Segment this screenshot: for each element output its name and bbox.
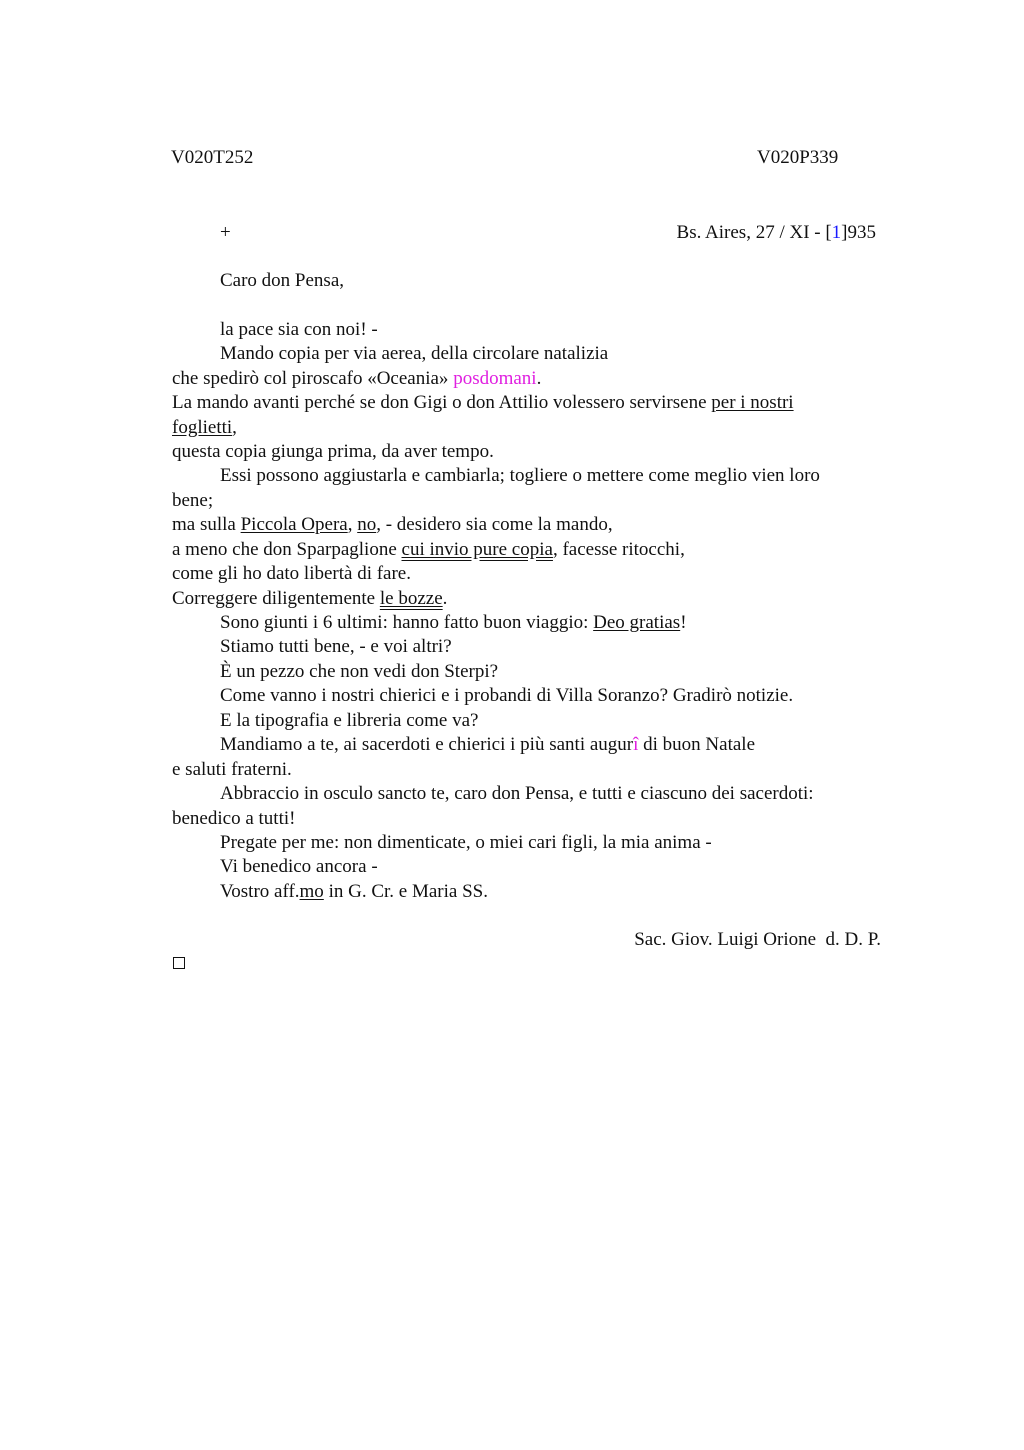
signature: Sac. Giov. Luigi Orione d. D. P. — [634, 929, 881, 950]
place-date — [677, 221, 876, 245]
text-span: . — [442, 588, 448, 609]
letter-line — [220, 733, 755, 757]
underlined-text: mo — [299, 881, 324, 902]
text-span: ! — [680, 612, 687, 633]
text-span: ma sulla — [172, 514, 241, 535]
letter-line: Vi benedico ancora - — [220, 856, 378, 877]
highlighted-char: î — [633, 734, 639, 755]
letter-line — [172, 367, 541, 391]
place-date-prefix: Bs. Aires, 27 / XI - [ — [676, 222, 832, 243]
text-span: in G. Cr. e Maria SS. — [323, 881, 488, 902]
text-span: Vostro aff. — [220, 881, 300, 902]
text-span: a meno che don Sparpaglione — [172, 539, 402, 560]
text-span: , — [232, 417, 237, 438]
date-year-suffix: ]935 — [841, 222, 876, 243]
underlined-text: Piccola Opera — [240, 514, 348, 535]
underlined-text: no — [357, 514, 377, 535]
text-span: , - desidero sia come la mando, — [376, 514, 613, 535]
letter-line: Stiamo tutti bene, - e voi altri? — [220, 636, 452, 657]
letter-line: come gli ho dato libertà di fare. — [172, 563, 411, 584]
letter-line — [172, 538, 685, 562]
letter-line: questa copia giunga prima, da aver tempo. — [172, 441, 494, 462]
letter-line: E la tipografia e libreria come va? — [220, 710, 479, 731]
letter-line — [220, 611, 687, 635]
letter-line: È un pezzo che non vedi don Sterpi? — [220, 661, 499, 682]
text-span: , facesse ritocchi, — [552, 539, 685, 560]
date-bracket-digit: 1 — [831, 222, 842, 243]
salutation: Caro don Pensa, — [220, 270, 345, 291]
letter-line: Abbraccio in osculo sancto te, caro don Pensa, e tutti e ciascuno dei sacerdoti: — [220, 783, 814, 804]
text-span: Mandiamo a te, ai sacerdoti e chierici i più santi augur — [220, 734, 634, 755]
letter-line — [172, 587, 447, 611]
text-span: . — [536, 368, 542, 389]
letter-line: benedico a tutti! — [172, 808, 296, 829]
double-underlined-text: le bozze — [379, 588, 443, 609]
underlined-text: Deo gratias — [593, 612, 681, 633]
letter-line — [172, 416, 237, 440]
underlined-text: foglietti — [172, 417, 233, 438]
letter-line: e saluti fraterni. — [172, 759, 292, 780]
text-span: , — [347, 514, 358, 535]
letter-line — [172, 391, 794, 415]
text-span: Correggere diligentemente — [172, 588, 380, 609]
letter-line: Come vanno i nostri chierici e i probandi di Villa Soranzo? Gradirò notizie. — [220, 685, 794, 706]
letter-line: Essi possono aggiustarla e cambiarla; togliere o mettere come meglio vien loro — [220, 465, 820, 486]
letter-line — [220, 880, 488, 904]
letter-line: Pregate per me: non dimenticate, o miei cari figli, la mia anima - — [220, 832, 712, 853]
text-span: di buon Natale — [638, 734, 755, 755]
end-of-document-box-icon — [173, 957, 185, 969]
letter-line: bene; — [172, 490, 214, 511]
document-code-left: V020T252 — [171, 147, 254, 168]
double-underlined-text: cui invio pure copia — [401, 539, 553, 560]
underlined-text: per i nostri — [711, 392, 794, 413]
text-span: Sono giunti i 6 ultimi: hanno fatto buon viaggio: — [220, 612, 594, 633]
text-span: che spedirò col piroscafo «Oceania» — [172, 368, 454, 389]
cross-mark: + — [220, 222, 231, 243]
letter-line: Mando copia per via aerea, della circolare natalizia — [220, 343, 609, 364]
letter-line: la pace sia con noi! - — [220, 319, 378, 340]
letter-line — [172, 513, 613, 537]
highlighted-word: posdomani — [453, 368, 537, 389]
text-span: La mando avanti perché se don Gigi o don Attilio volessero servirsene — [172, 392, 712, 413]
document-code-right: V020P339 — [757, 147, 839, 168]
